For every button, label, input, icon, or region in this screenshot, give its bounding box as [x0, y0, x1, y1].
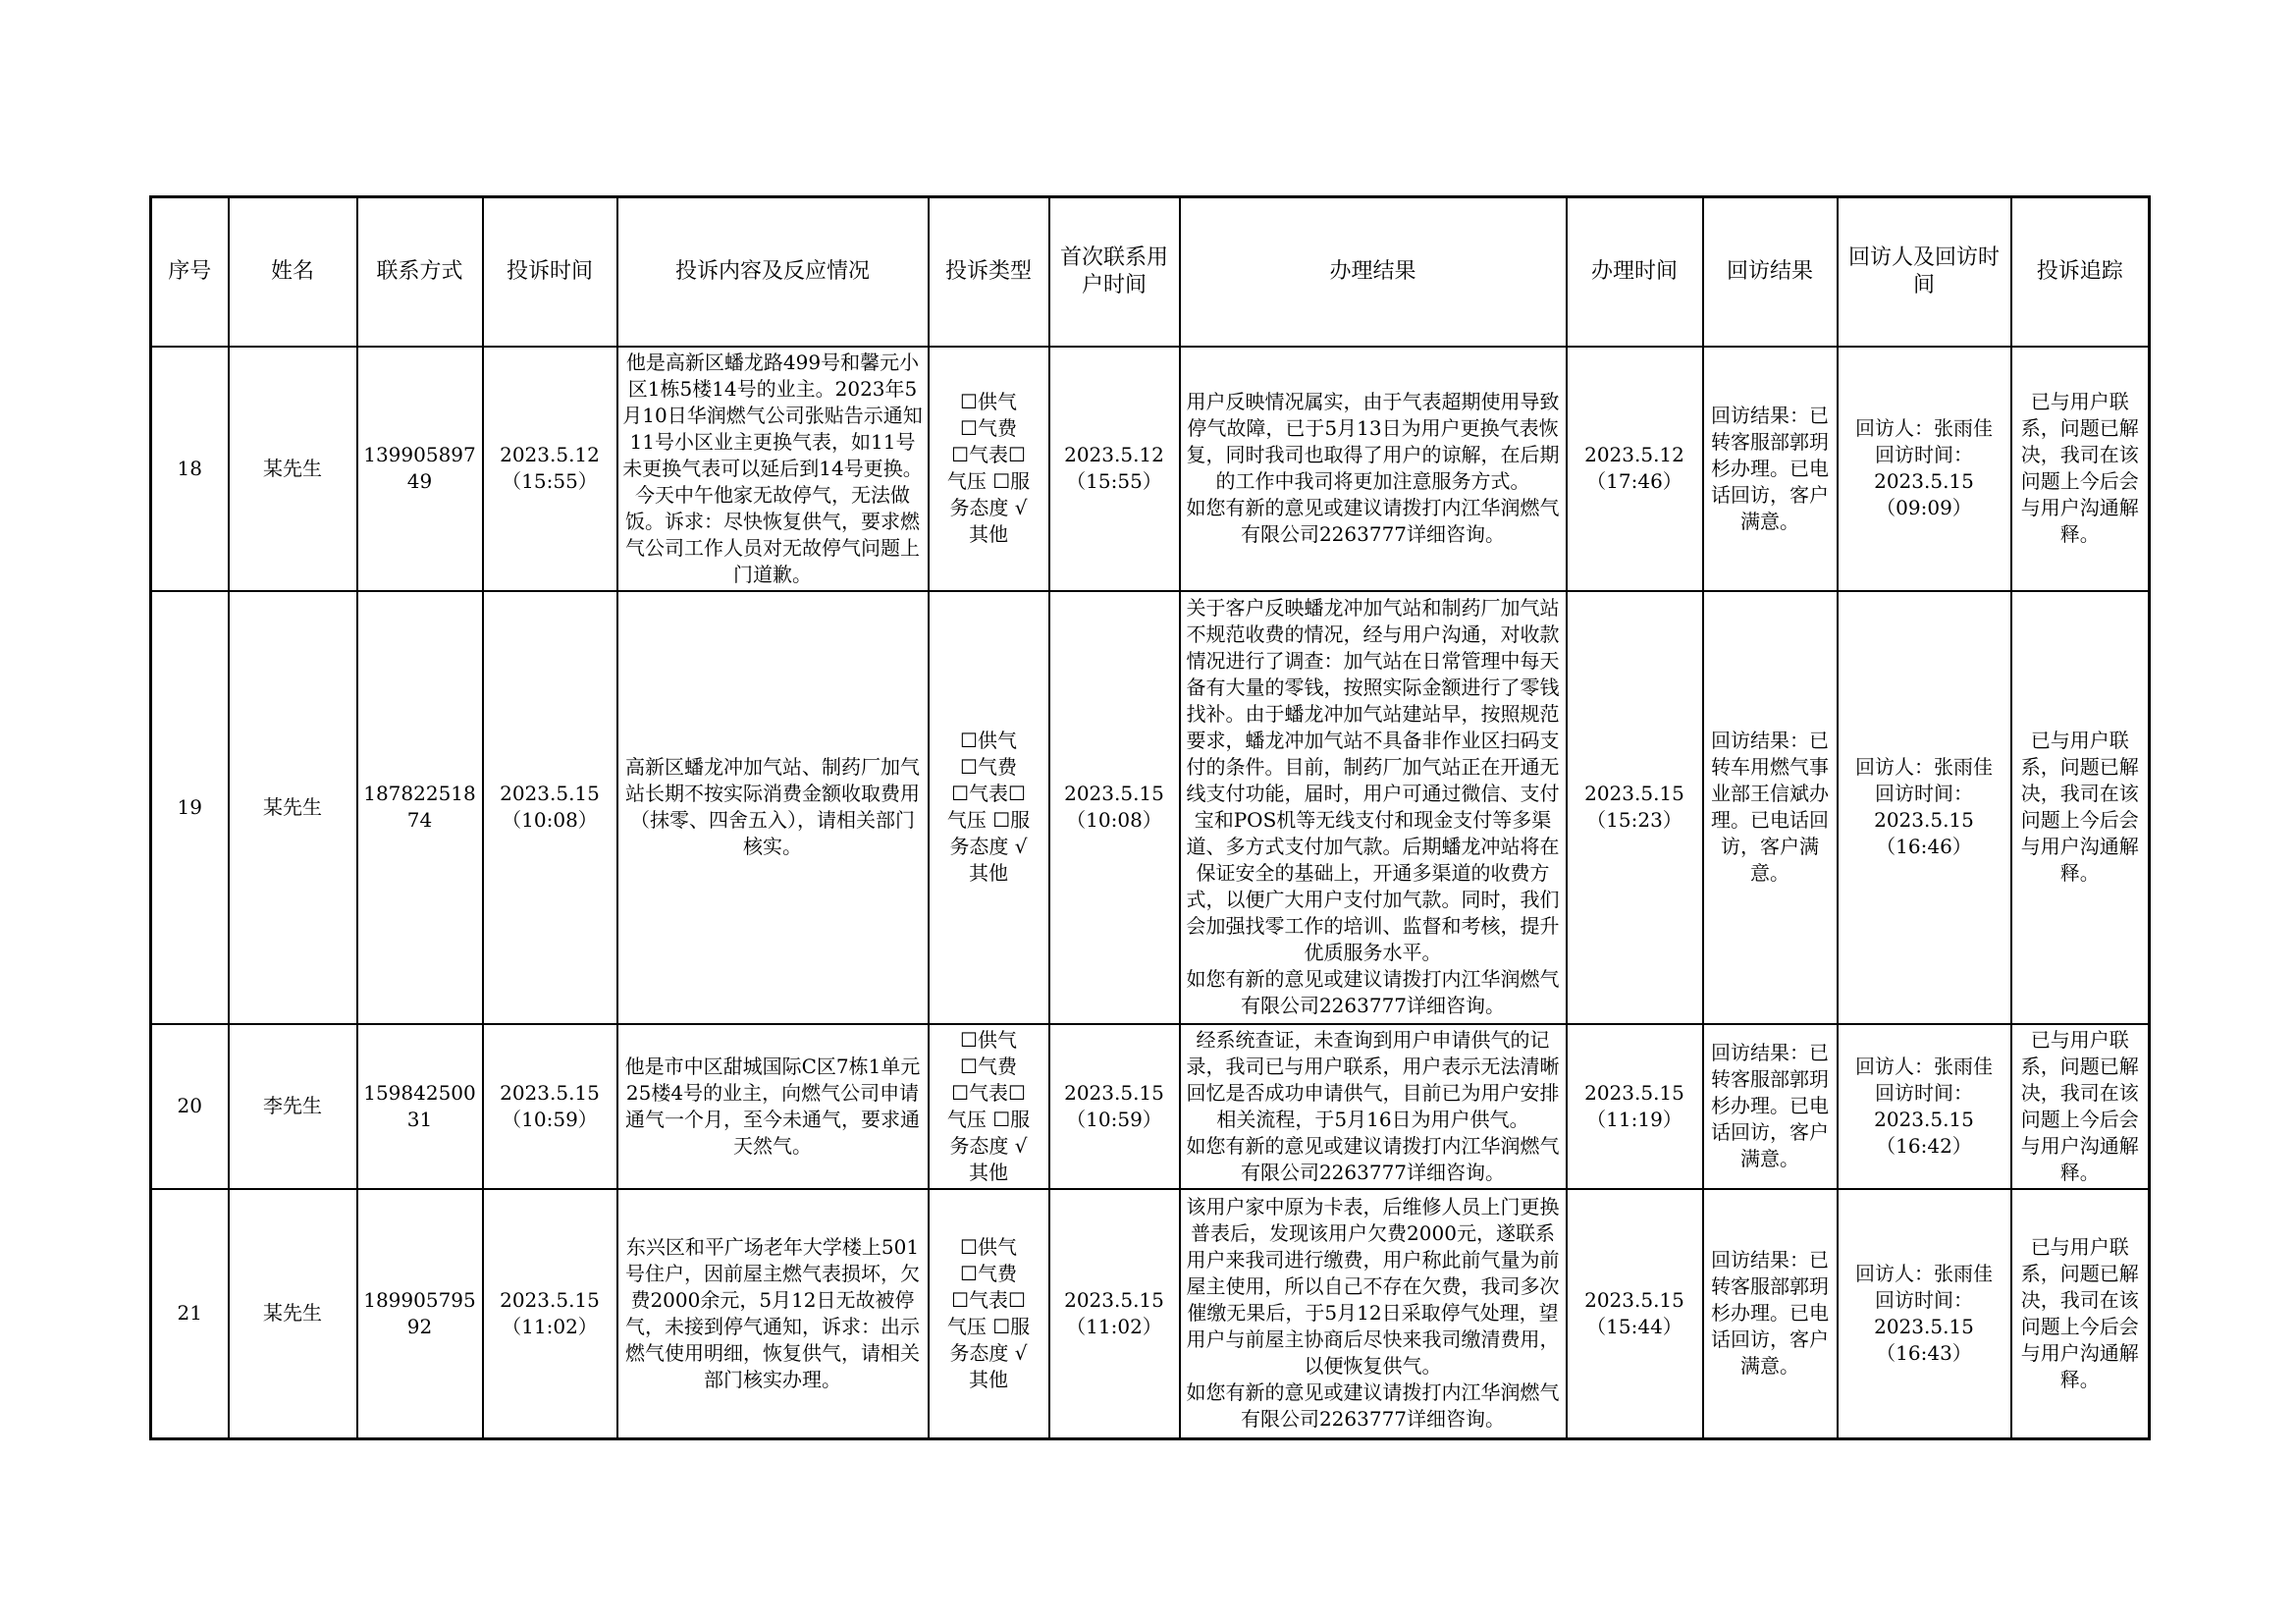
header-revisit-result: 回访结果 — [1703, 197, 1838, 347]
revisit-date: 2023.5.15 — [1874, 1107, 1974, 1131]
handle-clock: （11:19） — [1586, 1107, 1682, 1131]
first-contact-date: 2023.5.15 — [1064, 782, 1164, 805]
header-revisit-person: 回访人及回访时间 — [1838, 197, 2011, 347]
cell-type — [929, 347, 1049, 591]
cell-phone: 15984250031 — [357, 1024, 483, 1189]
cell-revisit-person — [1838, 347, 2011, 591]
handle-clock: （17:46） — [1586, 469, 1682, 493]
handle-date: 2023.5.15 — [1584, 1287, 1684, 1312]
cell-revisit-person — [1838, 591, 2011, 1024]
revisit-clock: （16:46） — [1876, 835, 1972, 858]
header-seq: 序号 — [151, 197, 229, 347]
cell-revisit-result: 回访结果：已转车用燃气事业部王信斌办理。已电话回访，客户满意。 — [1703, 591, 1838, 1024]
revisit-clock: （16:42） — [1876, 1133, 1972, 1158]
handle-clock: （15:23） — [1586, 808, 1682, 832]
type-checkboxes: ☐供气 ☐气费 ☐气表☐ 气压 ☐服 务态度 √ 其他 — [946, 390, 1031, 546]
cell-tracking: 已与用户联系，问题已解决，我司在该问题上今后会与用户沟通解释。 — [2011, 347, 2150, 591]
header-type: 投诉类型 — [929, 197, 1049, 347]
revisit-date: 2023.5.15 — [1874, 808, 1974, 832]
cell-revisit-result: 回访结果：已转客服部郭玥杉办理。已电话回访，客户满意。 — [1703, 347, 1838, 591]
cell-tracking: 已与用户联系，问题已解决，我司在该问题上今后会与用户沟通解释。 — [2011, 591, 2150, 1024]
table-row — [151, 1189, 2150, 1439]
first-contact-date: 2023.5.12 — [1064, 443, 1164, 466]
revisit-person: 回访人：张雨佳 — [1855, 1261, 1993, 1285]
first-contact-clock: （11:02） — [1066, 1314, 1162, 1338]
cell-first-contact — [1049, 591, 1180, 1024]
result-text: 关于客户反映蟠龙冲加气站和制药厂加气站不规范收费的情况，经与用户沟通，对收款情况进行了调查：加气站在日常管理中每天备有大量的零钱，按照实际金额进行了零钱找补。由于蟠龙冲加气站建站早，按照规范要求，蟠龙冲加气站不具备非作业区扫码支付的条件。目前，制药厂加气站正在开通无线支付功能，届时，用户可通过微信、支付宝和POS机等无线支付和现金支付等多渠道、多方式支付加气款。后期蟠龙冲站将在保证安全的基础上，开通多渠道的收费方式，以便广大用户支付加气款。同时，我们会加强找零工作的培训、监督和考核，提升优质服务水平。 如您有新的意见或建议请拨打内江华润燃气有限公司2263777详细咨询。 — [1186, 596, 1560, 1017]
cell-result — [1180, 1189, 1567, 1439]
header-tracking: 投诉追踪 — [2011, 197, 2150, 347]
cell-type — [929, 1024, 1049, 1189]
revisit-label: 回访时间： — [1875, 443, 1973, 466]
header-content: 投诉内容及反应情况 — [617, 197, 929, 347]
cell-result — [1180, 1024, 1567, 1189]
cell-complaint-time — [483, 591, 617, 1024]
result-text: 经系统查证，未查询到用户申请供气的记录，我司已与用户联系，用户表示无法清晰回忆是否成功申请供气，目前已为用户安排相关流程，于5月16日为用户供气。 如您有新的意见或建议请拨打内江华润燃气有限公司2263777详细咨询。 — [1186, 1027, 1560, 1184]
result-text: 该用户家中原为卡表，后维修人员上门更换普表后，发现该用户欠费2000元，遂联系用户来我司进行缴费，用户称此前气量为前屋主使用，所以自己不存在欠费，我司多次催缴无果后，于5月12日采取停气处理，望用户与前屋主协商后尽快来我司缴清费用，以便恢复供气。 如您有新的意见或建议请拨打内江华润燃气有限公司2263777详细咨询。 — [1186, 1195, 1560, 1432]
cell-tracking: 已与用户联系，问题已解决，我司在该问题上今后会与用户沟通解释。 — [2011, 1189, 2150, 1439]
cell-first-contact — [1049, 1189, 1180, 1439]
cell-complaint-time — [483, 1024, 617, 1189]
cell-revisit-person — [1838, 1024, 2011, 1189]
cell-seq: 19 — [151, 591, 229, 1024]
revisit-label: 回访时间： — [1875, 782, 1973, 805]
cell-name: 某先生 — [229, 1189, 357, 1439]
cell-phone: 18990579592 — [357, 1189, 483, 1439]
handle-date: 2023.5.12 — [1584, 443, 1684, 466]
complaint-clock: （10:08） — [502, 808, 598, 832]
revisit-clock: （09:09） — [1876, 496, 1972, 519]
type-checkboxes: ☐供气 ☐气费 ☐气表☐ 气压 ☐服 务态度 √ 其他 — [946, 1234, 1031, 1391]
first-contact-clock: （10:59） — [1066, 1107, 1162, 1131]
cell-phone: 13990589749 — [357, 347, 483, 591]
revisit-clock: （16:43） — [1876, 1340, 1972, 1365]
first-contact-clock: （15:55） — [1066, 469, 1162, 493]
handle-date: 2023.5.15 — [1584, 782, 1684, 805]
cell-content: 他是市中区甜城国际C区7栋1单元25楼4号的业主，向燃气公司申请通气一个月，至今未通气，要求通天然气。 — [617, 1024, 929, 1189]
cell-phone: 18782251874 — [357, 591, 483, 1024]
cell-type — [929, 1189, 1049, 1439]
cell-revisit-result: 回访结果：已转客服部郭玥杉办理。已电话回访，客户满意。 — [1703, 1024, 1838, 1189]
cell-type — [929, 591, 1049, 1024]
cell-seq: 18 — [151, 347, 229, 591]
first-contact-date: 2023.5.15 — [1064, 1287, 1164, 1312]
revisit-person: 回访人：张雨佳 — [1855, 755, 1993, 779]
complaint-clock: （10:59） — [502, 1107, 598, 1131]
revisit-person: 回访人：张雨佳 — [1855, 416, 1993, 440]
cell-first-contact — [1049, 347, 1180, 591]
cell-handle-time — [1567, 347, 1703, 591]
table-row — [151, 347, 2150, 591]
cell-handle-time — [1567, 591, 1703, 1024]
result-text: 用户反映情况属实，由于气表超期使用导致停气故障，已于5月13日为用户更换气表恢复，同时我司也取得了用户的谅解，在后期的工作中我司将更加注意服务方式。 如您有新的意见或建议请拨打内江华润燃气有限公司2263777详细咨询。 — [1186, 390, 1560, 546]
header-first-contact: 首次联系用户时间 — [1049, 197, 1180, 347]
cell-content: 他是高新区蟠龙路499号和馨元小区1栋5楼14号的业主。2023年5月10日华润燃气公司张贴告示通知11号小区业主更换气表，如11号未更换气表可以延后到14号更换。今天中午他家无故停气，无法做饭。诉求：尽快恢复供气，要求燃气公司工作人员对无故停气问题上门道歉。 — [617, 347, 929, 591]
cell-seq: 20 — [151, 1024, 229, 1189]
header-contact: 联系方式 — [357, 197, 483, 347]
table-row — [151, 591, 2150, 1024]
table-row — [151, 1024, 2150, 1189]
table-header-row — [151, 197, 2150, 347]
complaint-date: 2023.5.15 — [500, 1287, 600, 1312]
cell-first-contact — [1049, 1024, 1180, 1189]
revisit-date: 2023.5.15 — [1874, 469, 1974, 493]
cell-content: 东兴区和平广场老年大学楼上501号住户，因前屋主燃气表损坏，欠费2000余元，5月12日无故被停气，未接到停气通知，诉求：出示燃气使用明细，恢复供气，请相关部门核实办理。 — [617, 1189, 929, 1439]
cell-name: 李先生 — [229, 1024, 357, 1189]
type-checkboxes: ☐供气 ☐气费 ☐气表☐ 气压 ☐服 务态度 √ 其他 — [946, 729, 1031, 885]
cell-handle-time — [1567, 1024, 1703, 1189]
revisit-person: 回访人：张雨佳 — [1855, 1054, 1993, 1078]
first-contact-clock: （10:08） — [1066, 808, 1162, 832]
revisit-date: 2023.5.15 — [1874, 1314, 1974, 1338]
cell-handle-time — [1567, 1189, 1703, 1439]
handle-date: 2023.5.15 — [1584, 1080, 1684, 1105]
cell-tracking: 已与用户联系，问题已解决，我司在该问题上今后会与用户沟通解释。 — [2011, 1024, 2150, 1189]
revisit-label: 回访时间： — [1875, 1080, 1973, 1105]
cell-complaint-time — [483, 347, 617, 591]
complaint-date: 2023.5.15 — [500, 1080, 600, 1105]
cell-name: 某先生 — [229, 347, 357, 591]
cell-result — [1180, 591, 1567, 1024]
header-complaint-time: 投诉时间 — [483, 197, 617, 347]
complaint-date: 2023.5.12 — [500, 443, 600, 466]
cell-result — [1180, 347, 1567, 591]
complaint-clock: （11:02） — [502, 1314, 598, 1338]
type-checkboxes: ☐供气 ☐气费 ☐气表☐ 气压 ☐服 务态度 √ 其他 — [946, 1027, 1031, 1184]
cell-seq: 21 — [151, 1189, 229, 1439]
cell-revisit-result: 回访结果：已转客服部郭玥杉办理。已电话回访，客户满意。 — [1703, 1189, 1838, 1439]
cell-content: 高新区蟠龙冲加气站、制药厂加气站长期不按实际消费金额收取费用（抹零、四舍五入），请相关部门核实。 — [617, 591, 929, 1024]
complaint-table — [149, 195, 2151, 1440]
first-contact-date: 2023.5.15 — [1064, 1080, 1164, 1105]
complaint-date: 2023.5.15 — [500, 782, 600, 805]
header-handle-time: 办理时间 — [1567, 197, 1703, 347]
complaint-clock: （15:55） — [502, 469, 598, 493]
cell-complaint-time — [483, 1189, 617, 1439]
header-name: 姓名 — [229, 197, 357, 347]
cell-revisit-person — [1838, 1189, 2011, 1439]
header-result: 办理结果 — [1180, 197, 1567, 347]
handle-clock: （15:44） — [1586, 1314, 1682, 1338]
revisit-label: 回访时间： — [1875, 1287, 1973, 1312]
cell-name: 某先生 — [229, 591, 357, 1024]
